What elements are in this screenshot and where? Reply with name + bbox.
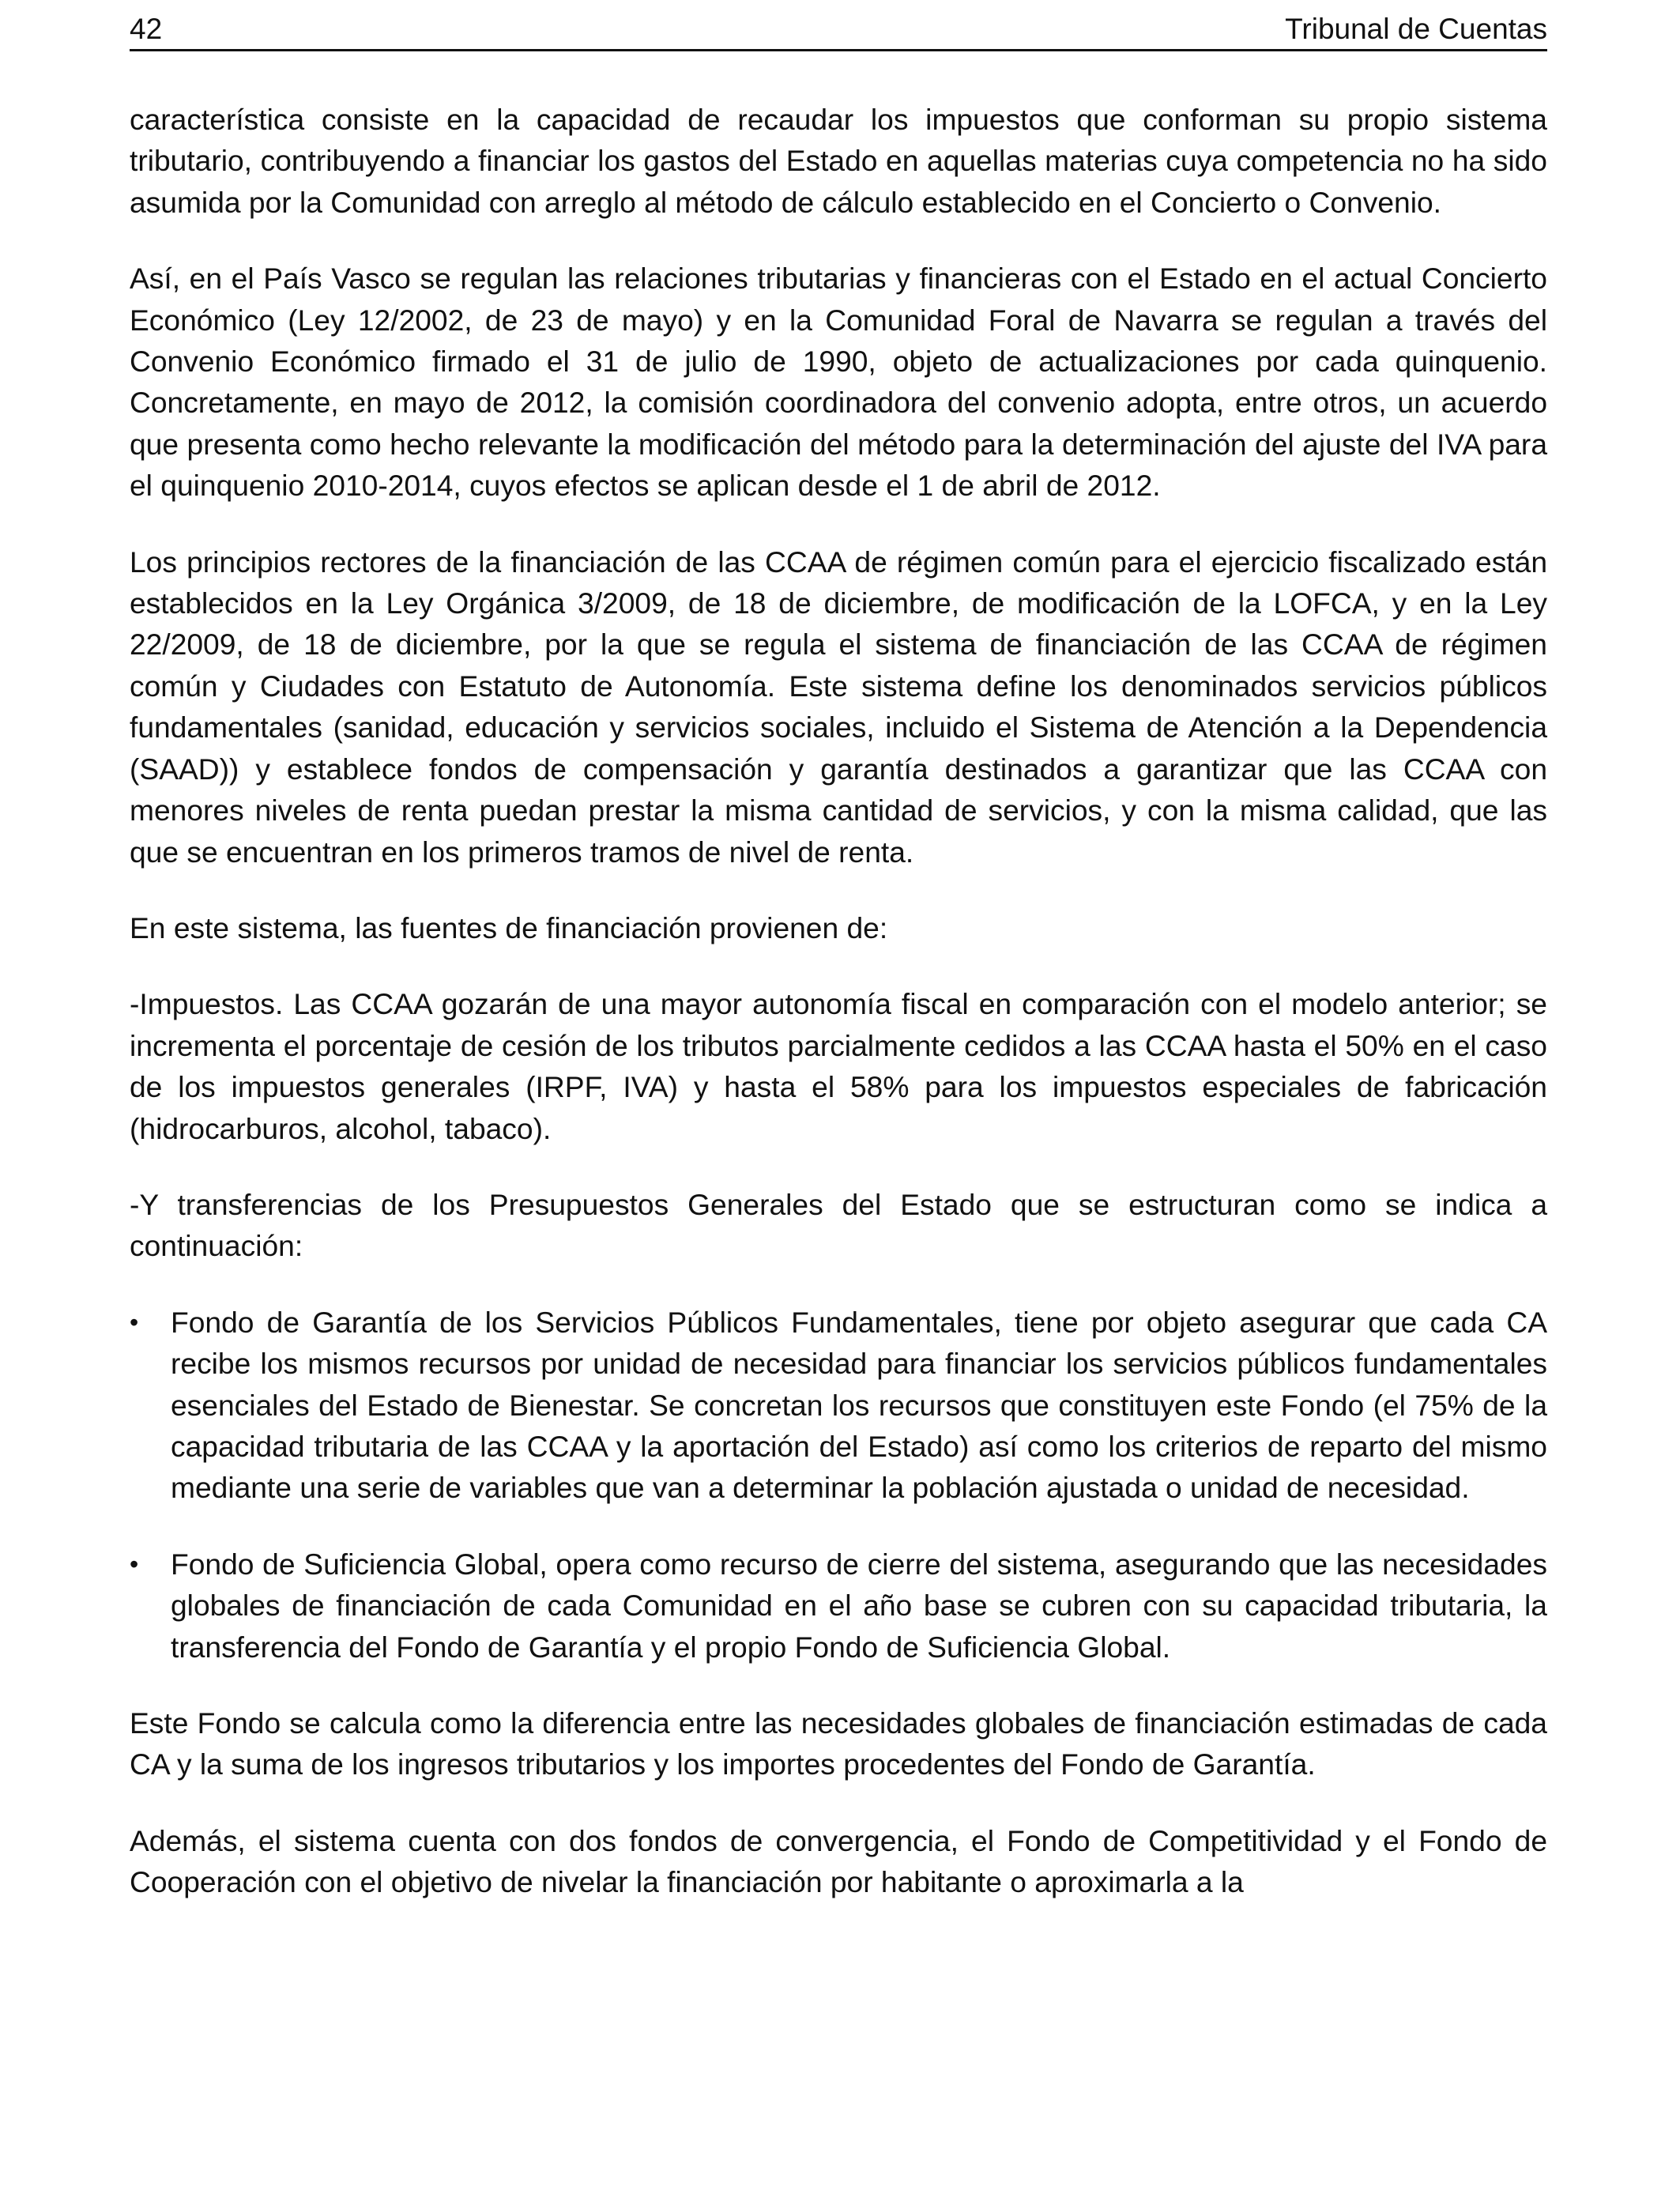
bullet-icon: • — [130, 1549, 139, 1578]
bullet-icon: • — [130, 1307, 139, 1336]
document-page — [130, 0, 1547, 1938]
bullet-item — [130, 1544, 1547, 1668]
paragraph: -Y transferencias de los Presupuestos Generales del Estado que se estructuran como se indica a continuación: — [130, 1187, 1547, 1263]
paragraph: Este Fondo se calcula como la diferencia entre las necesidades globales de financiación estimadas de cada CA y la suma de los ingresos tributarios y los importes procedentes del Fondo de Garantía. — [130, 1706, 1547, 1781]
running-title: Tribunal de Cuentas — [1285, 13, 1547, 45]
page-number: 42 — [130, 13, 163, 45]
bullet-text: Fondo de Garantía de los Servicios Públicos Fundamentales, tiene por objeto asegurar que cada CA recibe los mismos recursos por unidad de necesidad para financiar los servicios públicos fundamentales esenciales del Estado de Bienestar. Se concretan los recursos que constituyen este Fondo (el 75% de la capacidad tributaria de las CCAA y la aportación del Estado) así como los criterios de reparto del mismo mediante una serie de variables que van a determinar la población ajustada o unidad de necesidad. — [171, 1305, 1547, 1505]
bullet-text: Fondo de Suficiencia Global, opera como recurso de cierre del sistema, asegurando que las necesidades globales de financiación de cada Comunidad en el año base se cubren con su capacidad tributaria, la transferencia del Fondo de Garantía y el propio Fondo de Suficiencia Global. — [171, 1547, 1547, 1664]
paragraph: Además, el sistema cuenta con dos fondos de convergencia, el Fondo de Competitividad y el Fondo de Cooperación con el objetivo de nivelar la financiación por habitante o aproximarla a la — [130, 1823, 1547, 1899]
bullet-list — [130, 1302, 1547, 1668]
bullet-item — [130, 1302, 1547, 1509]
paragraph: En este sistema, las fuentes de financiación provienen de: — [130, 910, 888, 944]
page-header — [130, 6, 1547, 51]
paragraph: -Impuestos. Las CCAA gozarán de una mayor autonomía fiscal en comparación con el modelo anterior; se incrementa el porcentaje de cesión de los tributos parcialmente cedidos a las CCAA hasta el 50% en el caso de los impuestos generales (IRPF, IVA) y hasta el 58% para los impuestos especiales de fabricación (hidrocarburos, alcohol, tabaco). — [130, 987, 1547, 1145]
paragraph: Así, en el País Vasco se regulan las relaciones tributarias y financieras con el Estado en el actual Concierto Económico (Ley 12/2002, de 23 de mayo) y en la Comunidad Foral de Navarra se regulan a través del Convenio Económico firmado el 31 de julio de 1990, objeto de actualizaciones por cada quinquenio. Concretamente, en mayo de 2012, la comisión coordinadora del convenio adopta, entre otros, un acuerdo que presenta como hecho relevante la modificación del método para la determinación del ajuste del IVA para el quinquenio 2010-2014, cuyos efectos se aplican desde el 1 de abril de 2012. — [130, 262, 1547, 503]
document-body — [130, 99, 1547, 1903]
paragraph: Los principios rectores de la financiación de las CCAA de régimen común para el ejercicio fiscalizado están establecidos en la Ley Orgánica 3/2009, de 18 de diciembre, de modificación de la LOFCA, y en la Ley 22/2009, de 18 de diciembre, por la que se regula el sistema de financiación de las CCAA de régimen común y Ciudades con Estatuto de Autonomía. Este sistema define los denominados servicios públicos fundamentales (sanidad, educación y servicios sociales, incluido el Sistema de Atención a la Dependencia (SAAD)) y establece fondos de compensación y garantía destinados a garantizar que las CCAA con menores niveles de renta puedan prestar la misma cantidad de servicios, y con la misma calidad, que las que se encuentran en los primeros tramos de nivel de renta. — [130, 545, 1547, 869]
paragraph: característica consiste en la capacidad de recaudar los impuestos que conforman su propio sistema tributario, contribuyendo a financiar los gastos del Estado en aquellas materias cuya competencia no ha sido asumida por la Comunidad con arreglo al método de cálculo establecido en el Concierto o Convenio. — [130, 103, 1547, 219]
